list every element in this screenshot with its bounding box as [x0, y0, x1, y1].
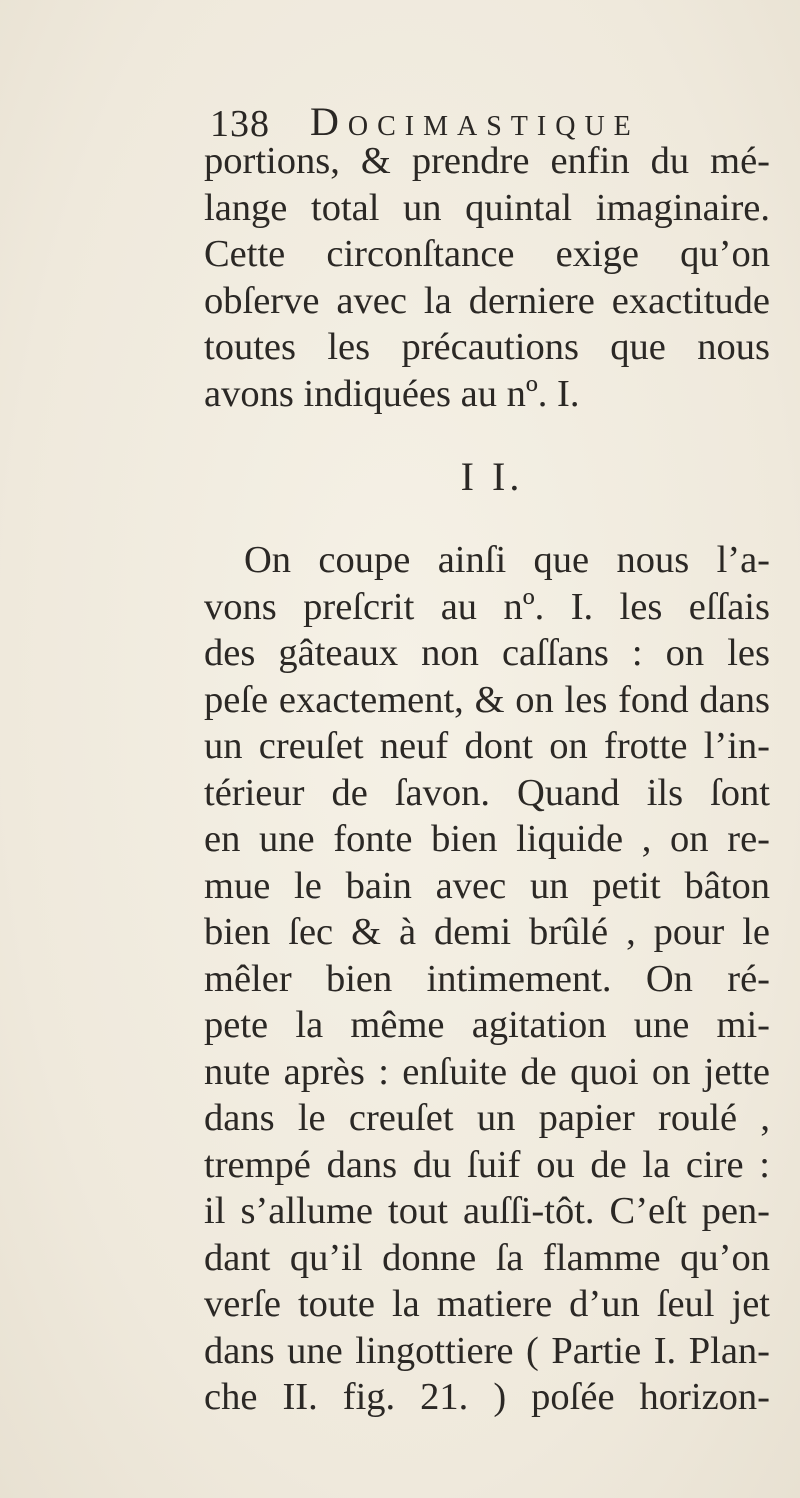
- section-heading: I I.: [460, 454, 524, 499]
- body-text: [204, 138, 770, 1421]
- text-line: peſe exactement, & on les fond dans: [204, 678, 770, 721]
- text-line: trempé dans du ſuif ou de la cire :: [204, 1143, 770, 1186]
- text-line: bien ſec & à demi brûlé , pour le: [204, 911, 770, 953]
- text-line: mue le bain avec un petit bâton: [204, 864, 770, 907]
- text-line: obſerve avec la derniere exactitude: [204, 279, 770, 322]
- text-line: Cette circonſtance exige qu’on: [204, 233, 770, 275]
- text-line: nute après : enſuite de quoi on jette: [204, 1050, 770, 1093]
- text-line: avons indiquées au nº. I.: [204, 372, 580, 415]
- page-number: 138: [210, 103, 270, 145]
- text-line: pete la même agitation une mi-: [204, 1004, 770, 1046]
- text-line: verſe toute la matiere d’un ſeul jet: [204, 1283, 770, 1325]
- text-line: des gâteaux non caſſans : on les: [204, 632, 770, 674]
- text-line: térieur de ſavon. Quand ils ſont: [204, 771, 770, 814]
- text-line: mêler bien intimement. On ré-: [204, 957, 770, 1000]
- text-line: portions, & prendre enfin du mé-: [204, 140, 770, 182]
- text-line: dant qu’il donne ſa flamme qu’on: [204, 1236, 770, 1279]
- text-line: en une fonte bien liquide , on re-: [204, 818, 770, 860]
- text-line: lange total un quintal imaginaire.: [204, 186, 770, 229]
- text-line: toutes les précautions que nous: [204, 326, 770, 368]
- paragraph-2: [204, 537, 770, 1421]
- text-line: che II. fig. 21. ) poſée horizon-: [204, 1376, 770, 1418]
- text-line: vons preſcrit au nº. I. les eſſais: [204, 585, 770, 628]
- paragraph-1: [204, 138, 770, 417]
- running-title: Docimastique: [310, 99, 640, 144]
- text-line: On coupe ainſi que nous l’a-: [244, 539, 770, 581]
- text-line: il s’allume tout auſſi-tôt. C’eſt pen-: [204, 1190, 770, 1232]
- text-line: un creuſet neuf dont on frotte l’in-: [204, 725, 770, 767]
- text-line: dans une lingottiere ( Partie I. Plan-: [204, 1329, 770, 1372]
- text-line: dans le creuſet un papier roulé ,: [204, 1097, 770, 1139]
